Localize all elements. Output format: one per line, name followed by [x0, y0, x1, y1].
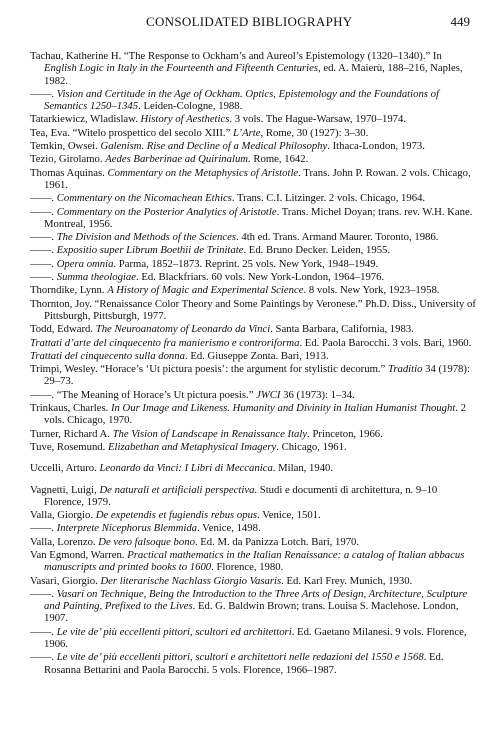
bibliography-entry	[30, 258, 476, 270]
entry-text: Valla, Giorgio.	[30, 509, 96, 522]
entry-text: . Chicago, 1961.	[276, 440, 347, 453]
bibliography-entry	[30, 50, 476, 87]
entry-title-italic: Vasari on Technique, Being the Introduction to the Three Arts of Design, Architecture, Sculpture and Painting, Prefixed to the Lives	[44, 587, 468, 613]
entry-text: Thomas Aquinas.	[30, 166, 108, 179]
entry-text: Temkin, Owsei.	[30, 140, 101, 153]
entry-text: . Ed. Paola Barocchi. 3 vols. Bari, 1960.	[299, 336, 472, 349]
entry-text: ——.	[30, 244, 57, 257]
entry-text: ——. “The Meaning of Horace’s Ut pictura poesis.”	[30, 388, 257, 401]
entry-title-italic: In Our Image and Likeness. Humanity and Divinity in Italian Humanist Thought	[110, 402, 456, 415]
entry-text: . Ed. Rosanna Bettarini and Paola Barocchi. 5 vols. Florence, 1966–1987.	[44, 651, 444, 676]
entry-title-italic: Commentary on the Nicomachean Ethics	[56, 192, 232, 205]
entry-text: . Princeton, 1966.	[307, 427, 383, 440]
entry-text: . Ed. Giuseppe Zonta. Bari, 1913.	[184, 349, 329, 362]
entry-text: Tuve, Rosemund.	[30, 440, 108, 453]
bibliography-entry	[30, 651, 476, 676]
entry-title-italic: De naturali et artificiali perspectiva	[99, 483, 255, 496]
entry-text: , Rome, 30 (1927): 3–30.	[260, 126, 369, 139]
running-head: CONSOLIDATED BIBLIOGRAPHY	[146, 14, 353, 29]
entry-text: Vasari, Giorgio.	[30, 574, 101, 587]
entry-text: . Milan, 1940.	[272, 462, 334, 475]
bibliography-entry	[30, 575, 476, 587]
entry-title-italic: Trattati del cinquecento sulla donna	[30, 349, 185, 362]
entry-text: . Ed. Gaetano Milanesi. 9 vols. Florence, 1906.	[44, 625, 467, 651]
entry-text: . Studi e documenti di architettura, n. 9–10 Florence, 1979.	[44, 483, 438, 508]
bibliography-list	[30, 50, 476, 677]
entry-text: . Trans. Michel Doyan; trans. rev. W.H. Kane. Montreal, 1956.	[44, 205, 473, 230]
bibliography-entry	[30, 402, 476, 427]
bibliography-entry	[30, 244, 476, 256]
entry-text: Tea, Eva. “Witelo prospettico del secolo XIII.”	[30, 126, 233, 139]
entry-text: Van Egmond, Warren.	[30, 548, 128, 561]
entry-title-italic: L’Arte	[233, 126, 261, 139]
entry-text: Valla, Lorenzo.	[30, 535, 99, 548]
entry-text: Turner, Richard A.	[30, 427, 113, 440]
entry-title-italic: De vero falsoque bono	[98, 535, 195, 548]
bibliography-entry	[30, 271, 476, 283]
bibliography-entry	[30, 428, 476, 440]
entry-text: ——.	[30, 257, 57, 270]
entry-text: . Ithaca-London, 1973.	[327, 140, 425, 153]
entry-text: . Ed. Karl Frey. Munich, 1930.	[281, 574, 413, 587]
entry-title-italic: The Vision of Landscape in Renaissance Italy	[112, 427, 308, 440]
entry-title-italic: Vision and Certitude in the Age of Ockham. Optics, Epistemology and the Foundations of Semantics 1250–1345	[44, 87, 439, 113]
entry-text: . Rome, 1642.	[248, 153, 309, 166]
entry-text: . Trans. John P. Rowan. 2 vols. Chicago, 1961.	[44, 166, 471, 191]
bibliography-entry	[30, 113, 476, 125]
entry-text: ——.	[30, 522, 57, 535]
entry-text: . Santa Barbara, California, 1983.	[270, 323, 414, 336]
entry-title-italic: JWCI	[256, 388, 281, 401]
entry-text: Trinkaus, Charles.	[30, 402, 111, 415]
entry-text: 34 (1978): 29–73.	[44, 363, 470, 388]
entry-text: ——.	[30, 87, 57, 100]
entry-title-italic: Interprete Nicephorus Blemmida	[56, 522, 198, 535]
entry-title-italic: Le vite de’ più eccellenti pittori, scultori e architettori nelle redazioni del 1550 e 1568	[56, 651, 424, 664]
entry-text: Thornton, Joy. “Renaissance Color Theory and Some Paintings by Veronese.” Ph.D. Diss., University of Pittsburgh, Pittsburgh, 1977.	[30, 297, 476, 322]
entry-title-italic: Der literarische Nachlass Giorgio Vasaris	[100, 574, 282, 587]
bibliography-entry	[30, 363, 476, 388]
entry-text: . 2 vols. Chicago, 1970.	[44, 402, 466, 427]
bibliography-entry	[30, 350, 476, 362]
bibliography-entry	[30, 323, 476, 335]
entry-text: . Venice, 1501.	[257, 509, 321, 522]
bibliography-entry	[30, 206, 476, 231]
entry-text: . Ed. M. da Panizza Lotch. Bari, 1970.	[194, 535, 360, 548]
entry-text: Tachau, Katherine H. “The Response to Ockham’s and Aureol’s Epistemology (1320–1340).” In	[30, 50, 442, 62]
entry-title-italic: Summa theologiae	[56, 271, 136, 284]
bibliography-entry	[30, 231, 476, 243]
entry-title-italic: The Division and Methods of the Sciences	[56, 231, 236, 244]
entry-title-italic: Leonardo da Vinci: I Libri di Meccanica	[99, 462, 273, 475]
bibliography-entry	[30, 88, 476, 113]
bibliography-entry	[30, 626, 476, 651]
bibliography-entry	[30, 441, 476, 453]
entry-text: ——.	[30, 587, 57, 600]
bibliography-entry	[30, 192, 476, 204]
bibliography-entry	[30, 509, 476, 521]
entry-title-italic: Elizabethan and Metaphysical Imagery	[108, 440, 277, 453]
bibliography-entry	[30, 298, 476, 323]
entry-title-italic: Commentary on the Posterior Analytics of Aristotle	[56, 205, 277, 218]
bibliography-entry	[30, 484, 476, 509]
entry-text: . 8 vols. New York, 1923–1958.	[303, 284, 440, 297]
bibliography-entry	[30, 140, 476, 152]
entry-text: Uccelli, Arturo.	[30, 462, 100, 475]
entry-text: ——.	[30, 192, 57, 205]
entry-text: Thorndike, Lynn.	[30, 284, 108, 297]
entry-text: . Parma, 1852–1873. Reprint. 25 vols. New York, 1948–1949.	[113, 257, 379, 270]
entry-text: . Ed. Blackfriars. 60 vols. New York-London, 1964–1976.	[135, 271, 385, 284]
page-number: 449	[450, 14, 470, 29]
entry-text: . 3 vols. The Hague-Warsaw, 1970–1974.	[229, 113, 407, 126]
bibliography-entry	[30, 337, 476, 349]
entry-text: ——.	[30, 651, 57, 664]
entry-text: ——.	[30, 625, 57, 638]
entry-title-italic: English Logic in Italy in the Fourteenth and Fifteenth Centuries	[44, 62, 318, 75]
entry-text: . Ed. G. Baldwin Brown; trans. Louisa S. Maclehose. London, 1907.	[44, 600, 459, 625]
entry-text: Tezio, Girolamo.	[30, 153, 106, 166]
entry-text: . Ed. Bruno Decker. Leiden, 1955.	[243, 244, 391, 257]
entry-title-italic: Expositio super Librum Boethii de Trinitate	[56, 244, 244, 257]
bibliography-entry	[30, 127, 476, 139]
entry-text: ——.	[30, 271, 57, 284]
bibliography-entry	[30, 167, 476, 192]
entry-title-italic: A History of Magic and Experimental Science	[107, 284, 304, 297]
entry-title-italic: Galenism. Rise and Decline of a Medical Philosophy	[100, 140, 328, 153]
page-header	[50, 14, 470, 34]
entry-text: . Florence, 1980.	[211, 561, 284, 574]
entry-text: ——.	[30, 231, 57, 244]
entry-text: 36 (1973): 1–34.	[280, 388, 355, 401]
entry-title-italic: De expetendis et fugiendis rebus opus	[95, 509, 258, 522]
bibliography-entry	[30, 284, 476, 296]
entry-text: Tatarkiewicz, Wladislaw.	[30, 113, 141, 126]
entry-title-italic: Commentary on the Metaphysics of Aristotle	[107, 166, 299, 179]
entry-title-italic: Opera omnia	[56, 257, 114, 270]
entry-text: . Venice, 1498.	[197, 522, 261, 535]
entry-title-italic: Trattati d’arte del cinquecento fra manierismo e controriforma	[30, 336, 300, 349]
bibliography-entry	[30, 522, 476, 534]
entry-text: , ed. A. Maierù, 188–216, Naples, 1982.	[44, 62, 463, 87]
entry-title-italic: History of Aesthetics	[140, 113, 230, 126]
bibliography-entry	[30, 536, 476, 548]
entry-text: ——.	[30, 205, 57, 218]
entry-title-italic: The Neuroanatomy of Leonardo da Vinci	[95, 323, 271, 336]
entry-title-italic: Le vite de’ più eccellenti pittori, scultori ed architettori	[56, 625, 292, 638]
entry-title-italic: Traditio	[387, 363, 423, 376]
bibliography-entry	[30, 549, 476, 574]
entry-title-italic: Practical mathematics in the Italian Renaissance: a catalog of Italian abbacus manuscripts and printed books to 1600	[44, 548, 465, 574]
bibliography-entry	[30, 588, 476, 625]
entry-text: . Trans. C.I. Litzinger. 2 vols. Chicago, 1964.	[231, 192, 426, 205]
entry-text: . Leiden-Cologne, 1988.	[138, 100, 243, 113]
bibliography-entry	[30, 389, 476, 401]
entry-title-italic: Aedes Barberinae ad Quirinalum	[105, 153, 249, 166]
bibliography-entry	[30, 462, 476, 474]
entry-text: . 4th ed. Trans. Armand Maurer. Toronto, 1986.	[236, 231, 439, 244]
entry-text: Trimpi, Wesley. “Horace’s ‘Ut pictura poesis’: the argument for stylistic decorum.”	[30, 363, 388, 376]
entry-text: Todd, Edward.	[30, 323, 96, 336]
entry-text: Vagnetti, Luigi,	[30, 483, 100, 496]
bibliography-entry	[30, 153, 476, 165]
